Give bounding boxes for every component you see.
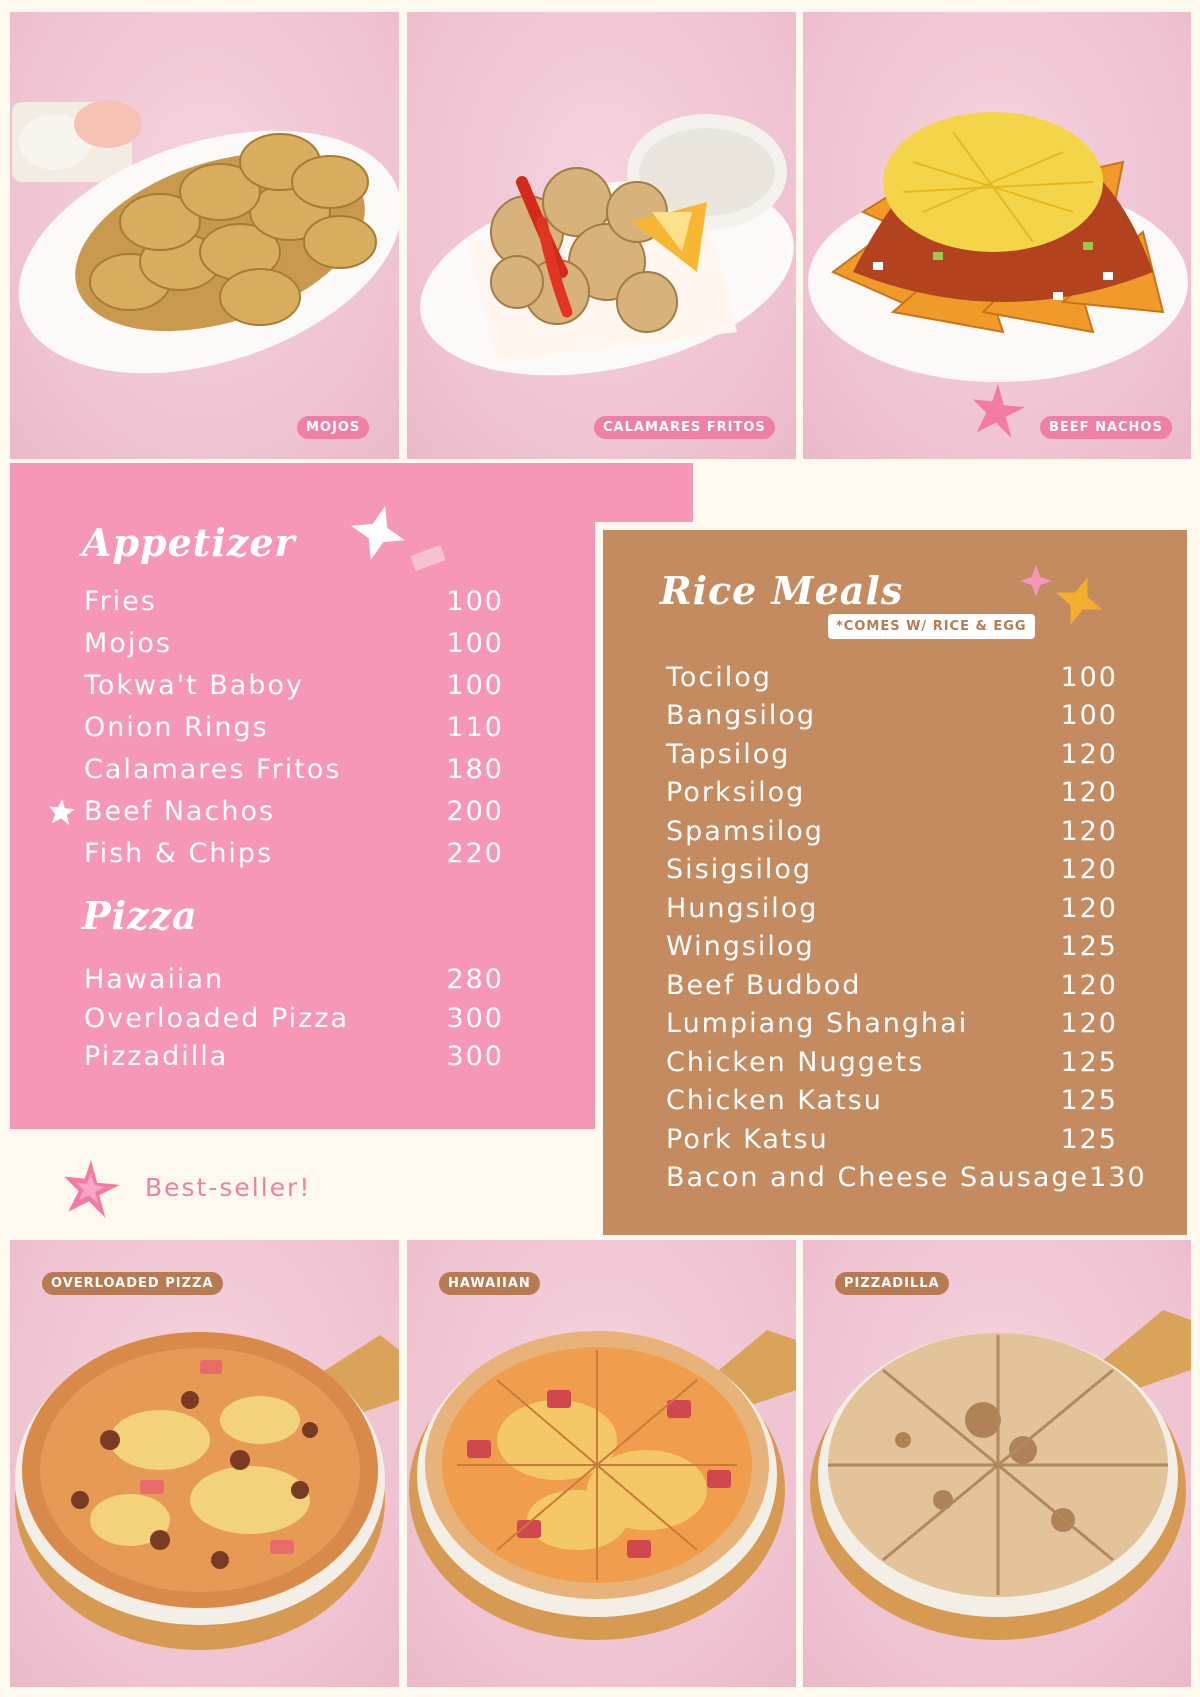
menu-item bbox=[84, 838, 504, 869]
item-name: Spamsilog bbox=[666, 816, 824, 847]
star-icon bbox=[969, 382, 1027, 440]
menu-item bbox=[666, 1047, 1118, 1078]
item-price: 200 bbox=[446, 796, 504, 827]
item-price: 220 bbox=[446, 838, 504, 869]
menu-item bbox=[84, 670, 504, 701]
menu-item bbox=[84, 796, 504, 827]
menu-item bbox=[666, 700, 1118, 731]
photo-overloaded-pizza bbox=[10, 1240, 399, 1687]
rice-meals-heading: Rice Meals bbox=[660, 568, 904, 613]
photo-mojos bbox=[10, 12, 399, 459]
item-name: Chicken Nuggets bbox=[666, 1047, 925, 1078]
item-name: Fries bbox=[84, 586, 157, 617]
photo-tag: BEEF NACHOS bbox=[1040, 416, 1172, 439]
hawaiian-pizza-image bbox=[407, 1240, 796, 1687]
best-seller-star-icon bbox=[48, 798, 76, 826]
item-price: 300 bbox=[446, 1003, 504, 1034]
photo-tag: CALAMARES FRITOS bbox=[594, 416, 775, 439]
item-name: Overloaded Pizza bbox=[84, 1003, 350, 1034]
sparkle-icon bbox=[1054, 576, 1104, 626]
item-name: Tokwa't Baboy bbox=[84, 670, 304, 701]
item-name: Pizzadilla bbox=[84, 1041, 229, 1072]
item-price: 120 bbox=[1060, 816, 1118, 847]
item-price: 100 bbox=[1060, 700, 1118, 731]
item-price: 100 bbox=[446, 586, 504, 617]
item-name: Porksilog bbox=[666, 777, 806, 808]
menu-item bbox=[84, 1003, 504, 1034]
menu-item bbox=[84, 712, 504, 743]
overloaded-pizza-image bbox=[10, 1240, 399, 1687]
menu-item bbox=[84, 586, 504, 617]
calamares-dish-image bbox=[407, 12, 796, 459]
item-name: Beef Budbod bbox=[666, 970, 862, 1001]
menu-item bbox=[666, 816, 1118, 847]
item-price: 100 bbox=[446, 628, 504, 659]
item-price: 125 bbox=[1060, 931, 1118, 962]
menu-item bbox=[84, 628, 504, 659]
menu-item bbox=[84, 1041, 504, 1072]
mojos-dish-image bbox=[10, 12, 399, 459]
photo-calamares-fritos bbox=[407, 12, 796, 459]
item-price: 125 bbox=[1060, 1085, 1118, 1116]
item-price: 120 bbox=[1060, 739, 1118, 770]
menu-item bbox=[84, 754, 504, 785]
item-price: 100 bbox=[1060, 662, 1118, 693]
star-icon bbox=[60, 1158, 122, 1220]
menu-item bbox=[666, 970, 1118, 1001]
item-price: 280 bbox=[446, 964, 504, 995]
item-name: Hungsilog bbox=[666, 893, 819, 924]
pizza-heading: Pizza bbox=[82, 893, 198, 938]
item-price: 120 bbox=[1060, 893, 1118, 924]
menu-item bbox=[666, 1162, 1147, 1193]
rice-meals-subtitle: *COMES W/ RICE & EGG bbox=[828, 614, 1035, 639]
photo-beef-nachos bbox=[803, 12, 1191, 459]
item-name: Fish & Chips bbox=[84, 838, 274, 869]
item-price: 120 bbox=[1060, 1008, 1118, 1039]
item-price: 120 bbox=[1060, 854, 1118, 885]
menu-item bbox=[666, 893, 1118, 924]
sparkle-icon bbox=[1020, 565, 1052, 597]
menu-item bbox=[666, 1008, 1118, 1039]
item-name: Mojos bbox=[84, 628, 172, 659]
item-price: 120 bbox=[1060, 970, 1118, 1001]
photo-tag: MOJOS bbox=[297, 416, 369, 439]
item-price: 100 bbox=[446, 670, 504, 701]
menu-item bbox=[666, 1085, 1118, 1116]
item-name: Tapsilog bbox=[666, 739, 791, 770]
menu-item bbox=[666, 931, 1118, 962]
menu-item bbox=[666, 777, 1118, 808]
item-name: Beef Nachos bbox=[84, 796, 276, 827]
item-name: Lumpiang Shanghai bbox=[666, 1008, 969, 1039]
item-price: 130 bbox=[1089, 1162, 1147, 1193]
menu-item bbox=[666, 854, 1118, 885]
item-price: 125 bbox=[1060, 1047, 1118, 1078]
item-name: Onion Rings bbox=[84, 712, 269, 743]
item-name: Sisigsilog bbox=[666, 854, 813, 885]
photo-pizzadilla bbox=[803, 1240, 1191, 1687]
item-name: Hawaiian bbox=[84, 964, 225, 995]
photo-tag: PIZZADILLA bbox=[835, 1272, 949, 1295]
pizzadilla-image bbox=[803, 1240, 1191, 1687]
item-price: 180 bbox=[446, 754, 504, 785]
item-name: Calamares Fritos bbox=[84, 754, 342, 785]
sparkle-icon bbox=[350, 505, 406, 561]
item-name: Pork Katsu bbox=[666, 1124, 829, 1155]
photo-hawaiian bbox=[407, 1240, 796, 1687]
item-price: 300 bbox=[446, 1041, 504, 1072]
photo-tag: HAWAIIAN bbox=[439, 1272, 540, 1295]
menu-item bbox=[666, 662, 1118, 693]
item-price: 125 bbox=[1060, 1124, 1118, 1155]
item-name: Bacon and Cheese Sausage bbox=[666, 1162, 1090, 1193]
best-seller-label: Best-seller! bbox=[145, 1173, 312, 1202]
item-name: Wingsilog bbox=[666, 931, 815, 962]
menu-item bbox=[84, 964, 504, 995]
item-price: 120 bbox=[1060, 777, 1118, 808]
appetizer-heading: Appetizer bbox=[82, 520, 296, 565]
item-name: Tocilog bbox=[666, 662, 772, 693]
menu-item bbox=[666, 739, 1118, 770]
item-price: 110 bbox=[446, 712, 504, 743]
item-name: Chicken Katsu bbox=[666, 1085, 883, 1116]
menu-item bbox=[666, 1124, 1118, 1155]
item-name: Bangsilog bbox=[666, 700, 817, 731]
photo-tag: OVERLOADED PIZZA bbox=[42, 1272, 223, 1295]
